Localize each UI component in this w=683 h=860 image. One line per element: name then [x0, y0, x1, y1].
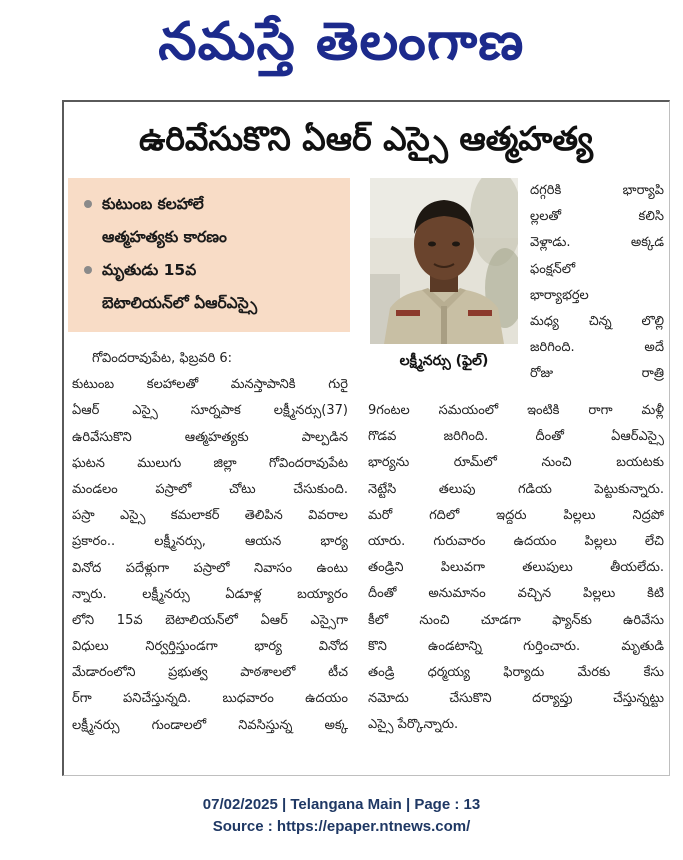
article-body-left-column: [72, 346, 348, 739]
body-line: కీలో నుంచి చూడగా ఫ్యాన్‌కు ఉరివేసు: [368, 612, 664, 628]
photo-caption: లక్ష్మీనర్సు (ఫైల్): [399, 353, 489, 369]
article-body-right-column: [530, 178, 664, 388]
body-line: వినోద పదేళ్లుగా పస్రాలో నివాసం ఉంటు: [72, 560, 348, 576]
body-line: తండ్రి ధర్మయ్య ఫిర్యాదు మేరకు కేసు: [368, 664, 664, 680]
body-line: కొని ఉండటాన్ని గుర్తించారు. మృతుడి: [368, 638, 664, 654]
news-article: [62, 100, 670, 776]
bullet-icon: [84, 200, 92, 208]
body-line: పస్రా ఎస్సై కమలాకర్ తెలిపిన వివరాల: [72, 508, 348, 524]
body-line: మేడారంలోని ప్రభుత్వ పాఠశాలలో టీచ: [72, 665, 348, 681]
portrait-photo: [370, 178, 518, 344]
body-line: ఫంక్షన్‌లో: [530, 261, 576, 277]
body-line: న్నారు. లక్ష్మీనర్సు ఏడూళ్ల బయ్యారం: [72, 586, 348, 602]
body-line: 9గంటల సమయంలో ఇంటికి రాగా మళ్లీ: [368, 403, 664, 418]
body-line: గోవిందరావుపేట, ఫిబ్రవరి 6:: [92, 351, 233, 366]
body-line: ఘటన ములుగు జిల్లా గోవిందరావుపేట: [72, 455, 348, 471]
highlight-item: [84, 254, 342, 320]
highlight-line: మృతుడు 15వ: [102, 261, 197, 279]
highlight-line: కుటుంబ కలహాలే: [102, 195, 204, 213]
body-line: గొడవ జరిగింది. దీంతో ఏఆర్ఎస్సై: [368, 429, 664, 445]
highlight-line: ఆత్మహత్యకు కారణం: [102, 228, 227, 246]
bullet-icon: [84, 266, 92, 274]
body-line: కుటుంబ కలహాలతో మనస్తాపానికి గురై: [72, 377, 348, 393]
body-line: మధ్య చిన్న లొల్లి: [530, 313, 664, 329]
body-line: ఎస్సై పేర్కొన్నారు.: [368, 717, 459, 733]
body-line: యారు. గురువారం ఉదయం పిల్లలు లేచి: [368, 533, 664, 549]
newspaper-masthead: [0, 4, 683, 84]
body-line: లక్ష్మీనర్సు గుండాలలో నివసిస్తున్న అక్క: [72, 717, 348, 733]
body-line: దగ్గరికి భార్యాపి: [530, 183, 664, 198]
body-line: మండలం పస్రాలో చోటు చేసుకుంది.: [72, 481, 348, 497]
epaper-footer: [0, 794, 683, 838]
body-line: నెట్టేసి తలుపు గడియ పెట్టుకున్నారు.: [368, 481, 664, 497]
body-line: లోని 15వ బెటాలియన్‌లో ఏఆర్ ఎస్సైగా: [72, 612, 348, 628]
body-line: తండ్రిని పిలువగా తలుపులు తీయలేదు.: [368, 560, 664, 576]
highlights-box: [68, 178, 350, 332]
body-line: రోజు రాత్రి: [530, 366, 664, 382]
body-line: ప్రకారం.. లక్ష్మీనర్సు, ఆయన భార్య: [72, 534, 348, 550]
body-line: భార్యాభర్తల: [530, 287, 589, 303]
footer-source-line: Source : https://epaper.ntnews.com/: [212, 818, 471, 835]
body-line: ల్లలతో కలిసి: [530, 209, 664, 225]
body-line: వెళ్లాడు. అక్కడ: [530, 235, 664, 251]
highlight-line: బెటాలియన్‌లో ఏఆర్ఎస్సై: [102, 294, 258, 312]
body-line: ఏఆర్ ఎస్సై సూర్నపాక లక్ష్మీనర్సు(37): [72, 403, 348, 419]
body-line: జరిగింది. అదే: [530, 340, 664, 356]
footer-date-line: 07/02/2025 | Telangana Main | Page : 13: [202, 796, 481, 813]
body-line: దీంతో అనుమానం వచ్చిన పిల్లలు కిటి: [368, 586, 664, 602]
article-photo: [370, 178, 518, 344]
body-line: నమోదు చేసుకొని దర్యాప్తు చేస్తున్నట్టు: [368, 691, 664, 707]
highlight-item: [84, 188, 342, 254]
body-line: ఉరివేసుకొని ఆత్మహత్యకు పాల్పడిన: [72, 429, 348, 445]
body-line: భార్యను రూమ్‌లో నుంచి బయటకు: [368, 455, 664, 471]
article-headline: ఉరివేసుకొని ఏఆర్ ఎస్సై ఆత్మహత్య: [139, 119, 593, 158]
body-line: విధులు నిర్వర్తిస్తుండగా భార్య వినోద: [72, 639, 348, 655]
body-line: ర్‌గా పనిచేస్తున్నది. బుధవారం ఉదయం: [72, 691, 348, 707]
body-line: మరో గదిలో ఇద్దరు పిల్లలు నిద్రపో: [368, 507, 664, 523]
article-body-wide-column: [368, 398, 664, 738]
masthead-title: నమస్తే తెలంగాణ: [158, 12, 525, 72]
